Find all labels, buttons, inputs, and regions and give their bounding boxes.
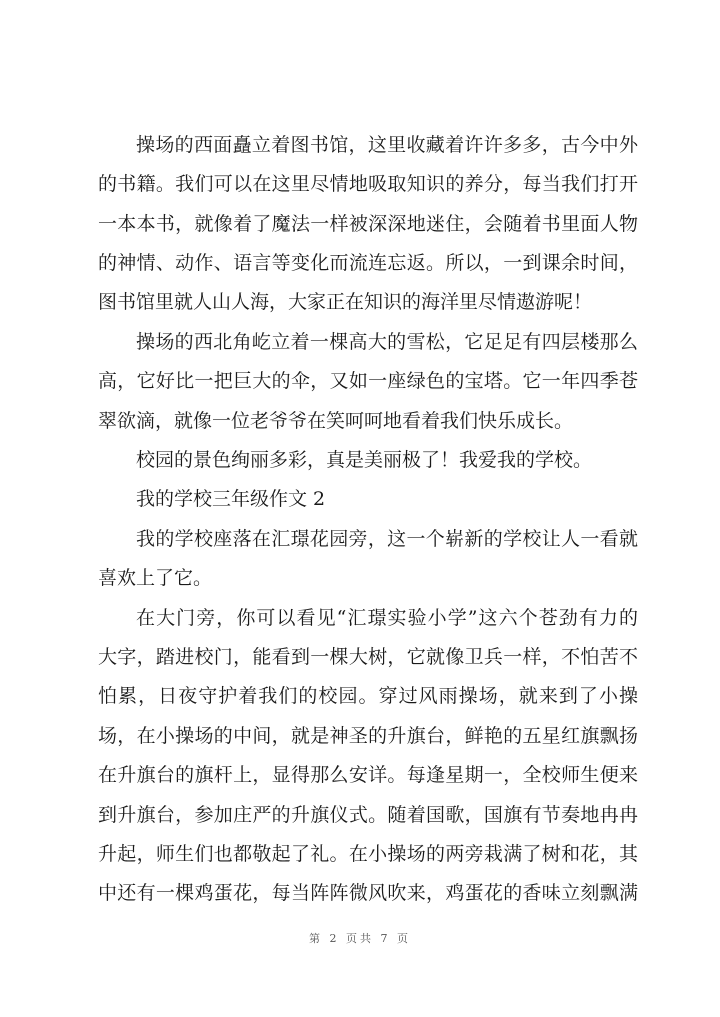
- paragraph-line: 校园的景色绚丽多彩，真是美丽极了！我爱我的学校。: [136, 449, 593, 471]
- paragraph-line: 怕累，日夜守护着我们的校园。穿过风雨操场，就来到了小操: [98, 685, 638, 707]
- paragraph-line: 的书籍。我们可以在这里尽情地吸取知识的养分，每当我们打开: [98, 173, 638, 195]
- paragraph-line: 中还有一棵鸡蛋花，每当阵阵微风吹来，鸡蛋花的香味立刻飘满: [98, 882, 638, 904]
- paragraph-line: 到升旗台，参加庄严的升旗仪式。随着国歌，国旗有节奏地冉冉: [98, 804, 638, 826]
- paragraph-line: 的神情、动作、语言等变化而流连忘返。所以，一到课余时间，: [98, 252, 638, 274]
- paragraph-line: 在大门旁，你可以看见“汇璟实验小学”这六个苍劲有力的: [136, 607, 638, 629]
- paragraph-line: 在升旗台的旗杆上，显得那么安详。每逢星期一，全校师生便来: [98, 764, 638, 786]
- paragraph-line: 场，在小操场的中间，就是神圣的升旗台，鲜艳的五星红旗飘扬: [98, 725, 638, 747]
- paragraph-line: 升起，师生们也都敬起了礼。在小操场的两旁栽满了树和花，其: [98, 843, 638, 865]
- paragraph-line: 一本本书，就像着了魔法一样被深深地迷住，会随着书里面人物: [98, 213, 638, 235]
- paragraph-line: 翠欲滴，就像一位老爷爷在笑呵呵地看着我们快乐成长。: [98, 410, 574, 432]
- paragraph-line: 高，它好比一把巨大的伞，又如一座绿色的宝塔。它一年四季苍: [98, 370, 638, 392]
- paragraph-line: 喜欢上了它。: [98, 567, 213, 589]
- page-number: 第 2 页共 7 页: [309, 932, 411, 945]
- section-heading: 我的学校三年级作文 2: [136, 488, 326, 510]
- paragraph-line: 操场的西面矗立着图书馆，这里收藏着许许多多，古今中外: [136, 134, 638, 156]
- paragraph-line: 我的学校座落在汇璟花园旁，这一个崭新的学校让人一看就: [136, 528, 638, 550]
- paragraph-line: 大字，踏进校门，能看到一棵大树，它就像卫兵一样，不怕苦不: [98, 646, 638, 668]
- paragraph-line: 图书馆里就人山人海，大家正在知识的海洋里尽情遨游呢！: [98, 291, 593, 313]
- paragraph-line: 操场的西北角屹立着一棵高大的雪松，它足足有四层楼那么: [136, 331, 638, 353]
